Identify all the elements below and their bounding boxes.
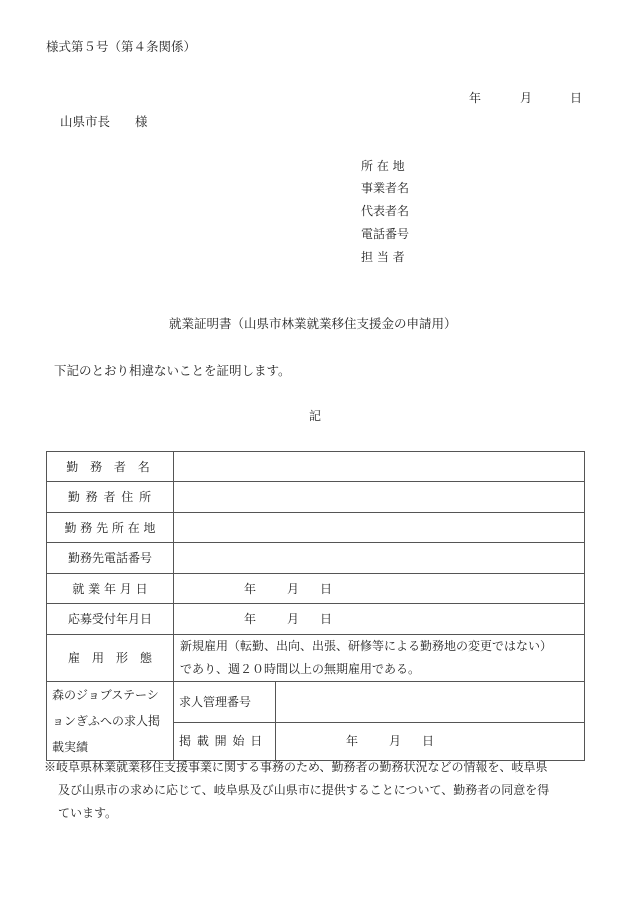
workplace-phone-label: 勤務先電話番号 [47, 543, 174, 574]
application-date-value[interactable] [174, 604, 585, 635]
workplace-address-value[interactable] [174, 513, 585, 543]
date-year-label: 年 [469, 91, 482, 105]
field-company-label: 事業者名 [361, 181, 410, 195]
consent-note-line3: ています。 [58, 806, 118, 820]
job-number-label: 求人管理番号 [174, 682, 276, 723]
table-row [47, 513, 585, 543]
worker-address-value[interactable] [174, 482, 585, 513]
ki-heading: 記 [309, 409, 322, 423]
job-station-label-line1: 森のジョブステーシ [52, 688, 159, 702]
posting-start-label: 掲 載 開 始 日 [174, 722, 276, 760]
employment-date-month: 月 [287, 581, 300, 596]
certification-statement: 下記のとおり相違ないことを証明します。 [54, 363, 291, 378]
workplace-address-label: 勤 務 先 所 在 地 [47, 513, 174, 543]
date-day-label: 日 [570, 91, 583, 105]
table-row [47, 482, 585, 513]
consent-note-line2: 及び山県市の求めに応じて、岐阜県及び山県市に提供することについて、勤務者の同意を得 [58, 783, 550, 797]
consent-note-line1: ※岐阜県林業就業移住支援事業に関する事務のため、勤務者の勤務状況などの情報を、岐阜県 [44, 760, 548, 774]
posting-start-year: 年 [346, 734, 359, 749]
worker-name-value[interactable] [174, 452, 585, 482]
consent-note [44, 756, 589, 825]
field-representative-label: 代表者名 [361, 204, 410, 218]
workplace-phone-value[interactable] [174, 543, 585, 574]
field-contact-label: 担 当 者 [361, 250, 405, 264]
form-number: 様式第５号（第４条関係） [46, 39, 197, 54]
field-address-label: 所 在 地 [361, 159, 405, 173]
posting-start-month: 月 [389, 734, 402, 749]
application-date-month: 月 [287, 612, 300, 626]
worker-address-label: 勤 務 者 住 所 [47, 482, 174, 513]
job-station-label [47, 682, 174, 761]
document-title: 就業証明書（山県市林業就業移住支援金の申請用） [169, 316, 457, 331]
application-date-label: 応募受付年月日 [47, 604, 174, 635]
date-month-label: 月 [520, 91, 533, 105]
employment-date-value[interactable] [174, 574, 585, 604]
field-phone-label: 電話番号 [361, 227, 410, 241]
employment-type-label: 雇 用 形 態 [47, 635, 174, 682]
table-row [47, 543, 585, 574]
posting-start-day: 日 [422, 734, 435, 749]
application-date-year: 年 [244, 612, 257, 626]
addressee: 山県市長 様 [60, 114, 148, 129]
application-date-day: 日 [320, 612, 333, 626]
job-number-value[interactable] [276, 682, 585, 723]
employment-type-line1: 新規雇用（転勤、出向、出張、研修等による勤務地の変更ではない） [180, 639, 553, 653]
job-station-label-line2: ョンぎふへの求人掲 [52, 714, 161, 728]
worker-name-label: 勤 務 者 名 [47, 452, 174, 482]
table-row [47, 682, 585, 723]
posting-start-value[interactable] [276, 722, 585, 760]
employment-type-line2: であり、週２０時間以上の無期雇用である。 [180, 662, 421, 676]
employment-date-day: 日 [320, 581, 333, 596]
table-row [47, 574, 585, 604]
employment-date-year: 年 [244, 581, 257, 596]
table-row [47, 635, 585, 682]
certificate-table [46, 451, 585, 761]
job-station-label-line3: 載実績 [52, 740, 89, 754]
table-row [47, 604, 585, 635]
table-row [47, 452, 585, 482]
employment-type-value [174, 635, 585, 682]
employment-date-label: 就 業 年 月 日 [47, 574, 174, 604]
